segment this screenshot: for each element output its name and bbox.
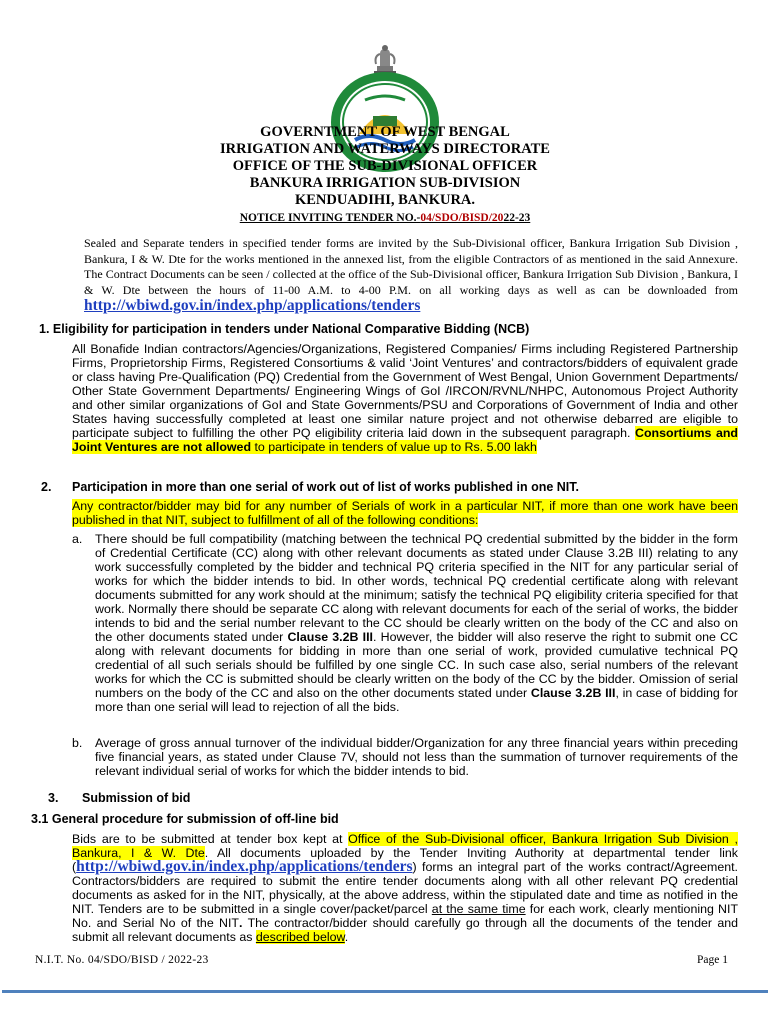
described-below-highlight: described below — [255, 930, 345, 944]
header-line-directorate: IRRIGATION AND WATERWAYS DIRECTORATE — [220, 141, 550, 157]
tender-link[interactable]: http://wbiwd.gov.in/index.php/applications/tenders — [84, 297, 421, 315]
header-line-address: KENDUADIHI, BANKURA. — [294, 192, 476, 208]
header-line-subdivision: BANKURA IRRIGATION SUB-DIVISION — [249, 175, 521, 191]
section-3-heading: Submission of bid — [82, 791, 191, 805]
item-b-marker: b. — [72, 736, 83, 750]
section-3-1-text-4: for each work, clearly mentioning NIT No. and Serial No of the NIT — [72, 902, 739, 930]
section-2-body — [72, 499, 738, 527]
tender-link-2[interactable]: http://wbiwd.gov.in/index.php/applications/tenders — [76, 858, 413, 875]
section-3-1-text-2: . All documents uploaded by the Tender Inviting Authority at departmental tender link ( — [72, 846, 739, 874]
footer-nit-number: N.I.T. No. 04/SDO/BISD / 2022-23 — [35, 954, 209, 966]
item-b-text: Average of gross annual turnover of the individual bidder/Organization for any three financial years within preceding five financial years, as stated under Clause 7V, should not less than the summation of turnover requirements of the relevant individual serial of works for which the bidder intends to bid. — [95, 736, 738, 778]
same-time-underline: at the same time — [431, 902, 526, 916]
item-a-text — [95, 532, 738, 714]
section-3-number: 3. — [48, 791, 59, 805]
intro-text: Sealed and Separate tenders in specified tender forms are invited by the Sub-Divisional officer, Bankura Irrigation Sub Division , Bankura, I & W. Dte for the works mentioned in the annexed list, from the eligible Contractors of as mentioned in the said Annexure. The Contract Documents can be seen / collected at the office of the Sub-Divisional officer, Bankura Irrigation Sub Division , Bankura, I & W. Dte between the hours of 11-00 A.M. to 4-00 P.M. on all working days as well as can be downloaded from — [84, 236, 738, 297]
section-3-1-text-1: Bids are to be submitted at tender box kept at — [72, 832, 349, 846]
section-3-1-heading: 3.1 General procedure for submission of off-line bid — [31, 812, 339, 826]
page-number: Page 1 — [697, 954, 728, 966]
office-address-highlight: Office of the Sub-Divisional officer, Bankura Irrigation Sub Division , Bankura, I & W. Dte — [72, 832, 738, 860]
item-a-marker: a. — [72, 532, 83, 546]
section-2-number: 2. — [41, 480, 52, 494]
footer-rule — [2, 990, 768, 993]
section-1-tail-highlight: to participate in tenders of value up to Rs. 5.00 lakh — [251, 440, 537, 454]
section-1-text: All Bonafide Indian contractors/Agencies/Organizations, Registered Companies/ Firms including Registered Partnership Firms, Proprietorship Firms, Registered Consortiums & valid ‘Joint Ventures’ and contractors/bidders of equivalent grade or class having Pre-Qualification (PQ) Credential from the Government of West Bengal, Union Government Departments/ Other State Government Departments/ Engineering Wings of GoI /IRCON/RVNL/NHPC, Autonomous Project Authority and other similar organizations of GoI and State Governments/PSU and Corporations of Government of India and other States having successfully completed at least one similar nature project and not otherwise debarred are eligible to participate subject to fulfilling the other PQ eligibility criteria laid down in the subsequent paragraph. — [72, 342, 738, 440]
notice-number — [160, 210, 610, 227]
section-3-1-text-6: . — [344, 930, 349, 944]
section-3-1-text-3: ) forms an integral part of the works contract/Agreement. Contractors/bidders are required to submit the entire tender documents along with all other relevant PQ credential documents as asked for in the NIT, physically, at the above address, within the stipulated date and time as notified in the NIT. Tenders are to be submitted in a single cover/packet/parcel — [72, 860, 738, 916]
item-a-clause-2: Clause 3.2B III — [530, 686, 616, 700]
section-3-1-bold-dot: . — [239, 916, 243, 930]
section-3-1-body — [72, 832, 738, 944]
section-1-bold-highlight: Consortiums and Joint Ventures are not allowed — [72, 426, 738, 454]
section-1-heading: 1. Eligibility for participation in tenders under National Comparative Bidding (NCB) — [39, 322, 530, 336]
header-line-government: GOVERNTMENT OF WEST BENGAL — [260, 124, 510, 140]
item-a-clause-1: Clause 3.2B III — [287, 630, 373, 644]
item-a-part-1: There should be full compatibility (matching between the technical PQ credential submitted by the bidder in the form of Credential Certificate (CC) along with other relevant documents as stated under Clause 3.2B III) relating to any work successfully completed by the bidder and technical PQ criteria specified in the NIT for any particular serial of works for which the bidder intends to bid. In other words, technical PQ credential certificate along with relevant documents submitted for any work should at the minimum; satisfy the technical PQ eligibility criteria specified for that work. Normally there should be separate CC along with relevant documents for each of the serial of works, the bidder intends to bid and the serial number relevant to the CC should be clearly written on the body of the CC and also on the other documents stated under — [95, 532, 738, 644]
notice-number-value: 04/SDO/BISD/20 — [420, 212, 504, 224]
header-line-office: OFFICE OF THE SUB-DIVISIONAL OFFICER — [232, 158, 538, 174]
intro-paragraph — [84, 236, 738, 315]
item-a-part-3: , in case of bidding for more than one serial will lead to rejection of all the bids. — [95, 686, 738, 714]
letterhead — [160, 124, 610, 227]
section-3-1-text-5: The contractor/bidder should carefully go through all the documents of the tender and submit all relevant documents as — [72, 916, 738, 944]
section-1-body — [72, 342, 738, 454]
section-2-highlight: Any contractor/bidder may bid for any number of Serials of work in a particular NIT, if more than one work have been published in that NIT, subject to fulfillment of all of the following conditions: — [72, 499, 738, 527]
notice-year-suffix: 22-23 — [503, 212, 531, 224]
item-a-part-2: . However, the bidder will also reserve the right to submit one CC along with relevant documents for bidding in more than one serial of work, provided cumulative technical PQ credential of all such serials should be fulfilled by one single CC. In such case also, serial numbers of the relevant works for which the CC is submitted should be clearly written on the body of the CC by the bidder. Omission of serial numbers on the body of the CC and also on the other documents stated under — [95, 630, 738, 700]
notice-prefix: NOTICE INVITING TENDER NO.- — [239, 212, 421, 224]
section-2-heading: Participation in more than one serial of work out of list of works published in one NIT. — [72, 480, 579, 494]
